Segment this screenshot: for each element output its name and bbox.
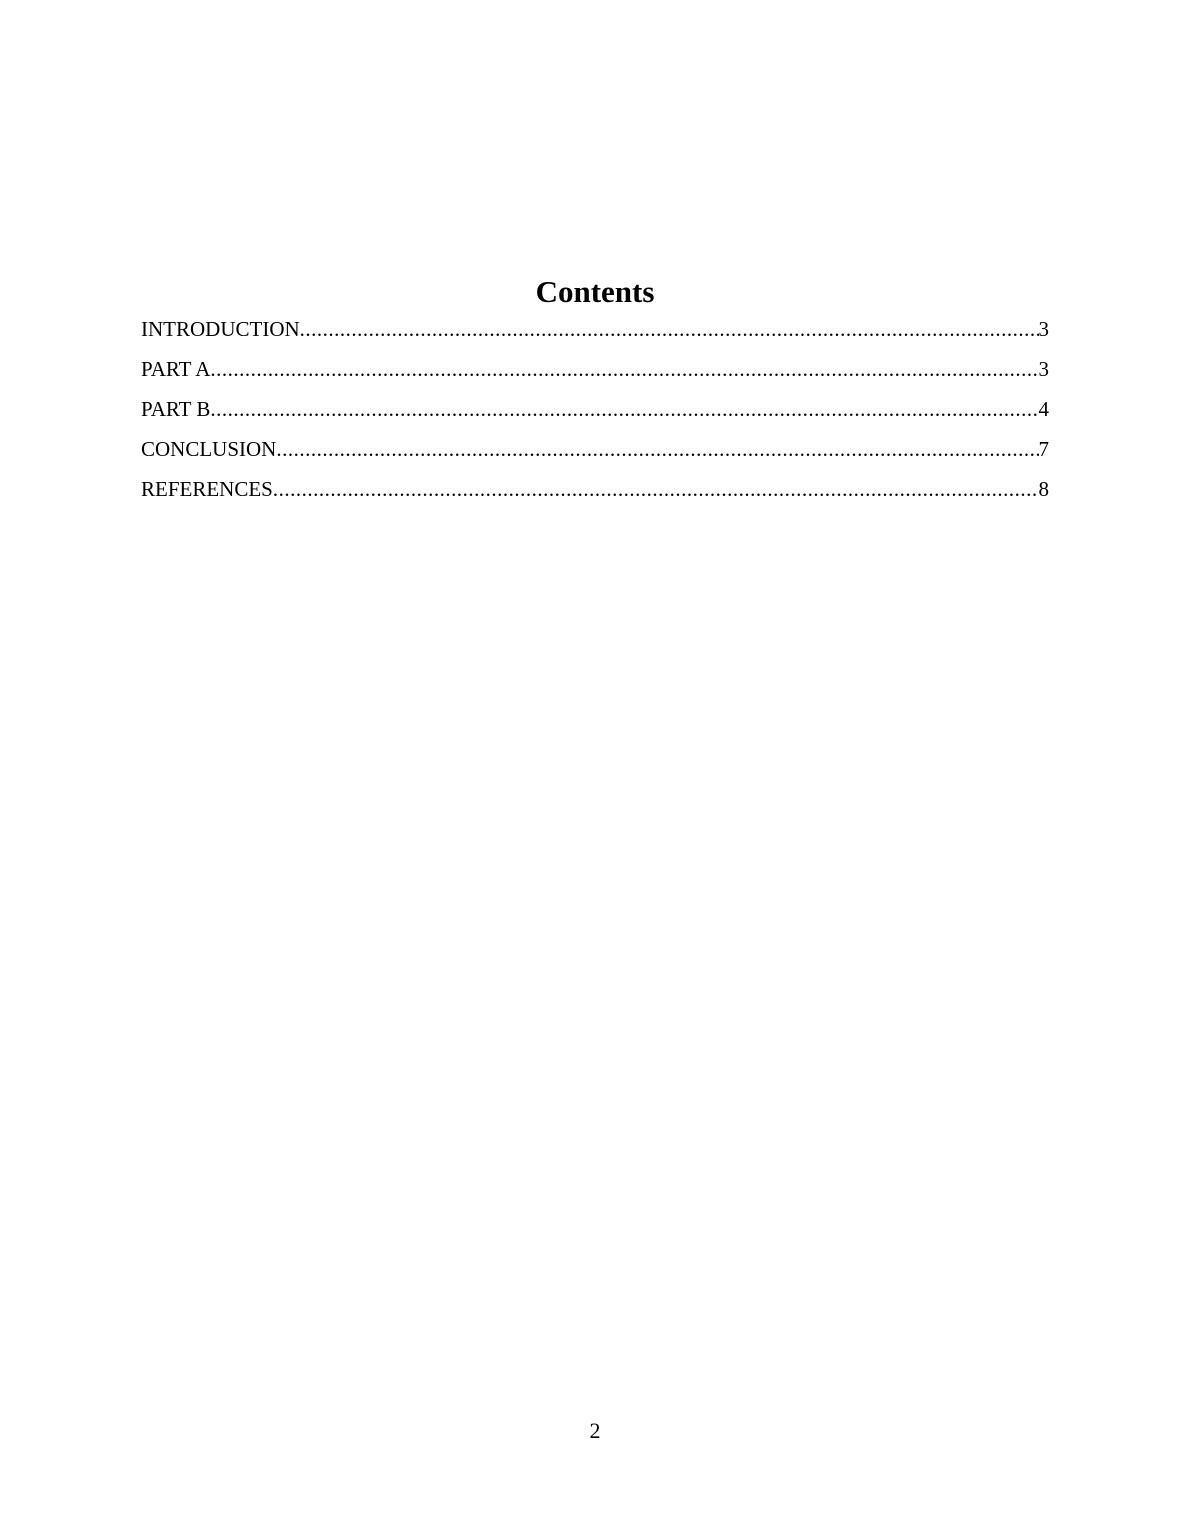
table-of-contents [141,314,1049,514]
toc-title: Contents [535,274,655,309]
toc-entry-label: INTRODUCTION [141,317,300,341]
toc-entry-page: 3 [1038,317,1049,341]
toc-entry-label: PART B [141,397,211,421]
toc-dot-leader [273,474,1039,504]
toc-entry-label: PART A [141,357,211,381]
toc-entry-introduction[interactable] [141,314,1049,354]
toc-entry-page: 3 [1038,357,1049,381]
toc-entry-page: 4 [1038,397,1049,421]
toc-dot-leader [300,314,1039,344]
toc-entry-page: 8 [1038,477,1049,501]
toc-entry-references[interactable] [141,474,1049,514]
toc-entry-label: REFERENCES [141,477,273,501]
toc-entry-page: 7 [1038,437,1049,461]
toc-dot-leader [276,434,1038,464]
toc-dot-leader [210,394,1038,424]
toc-entry-part-b[interactable] [141,394,1049,434]
toc-dot-leader [210,354,1038,384]
toc-entry-label: CONCLUSION [141,437,277,461]
toc-entry-part-a[interactable] [141,354,1049,394]
toc-entry-conclusion[interactable] [141,434,1049,474]
page-number: 2 [589,1418,601,1443]
